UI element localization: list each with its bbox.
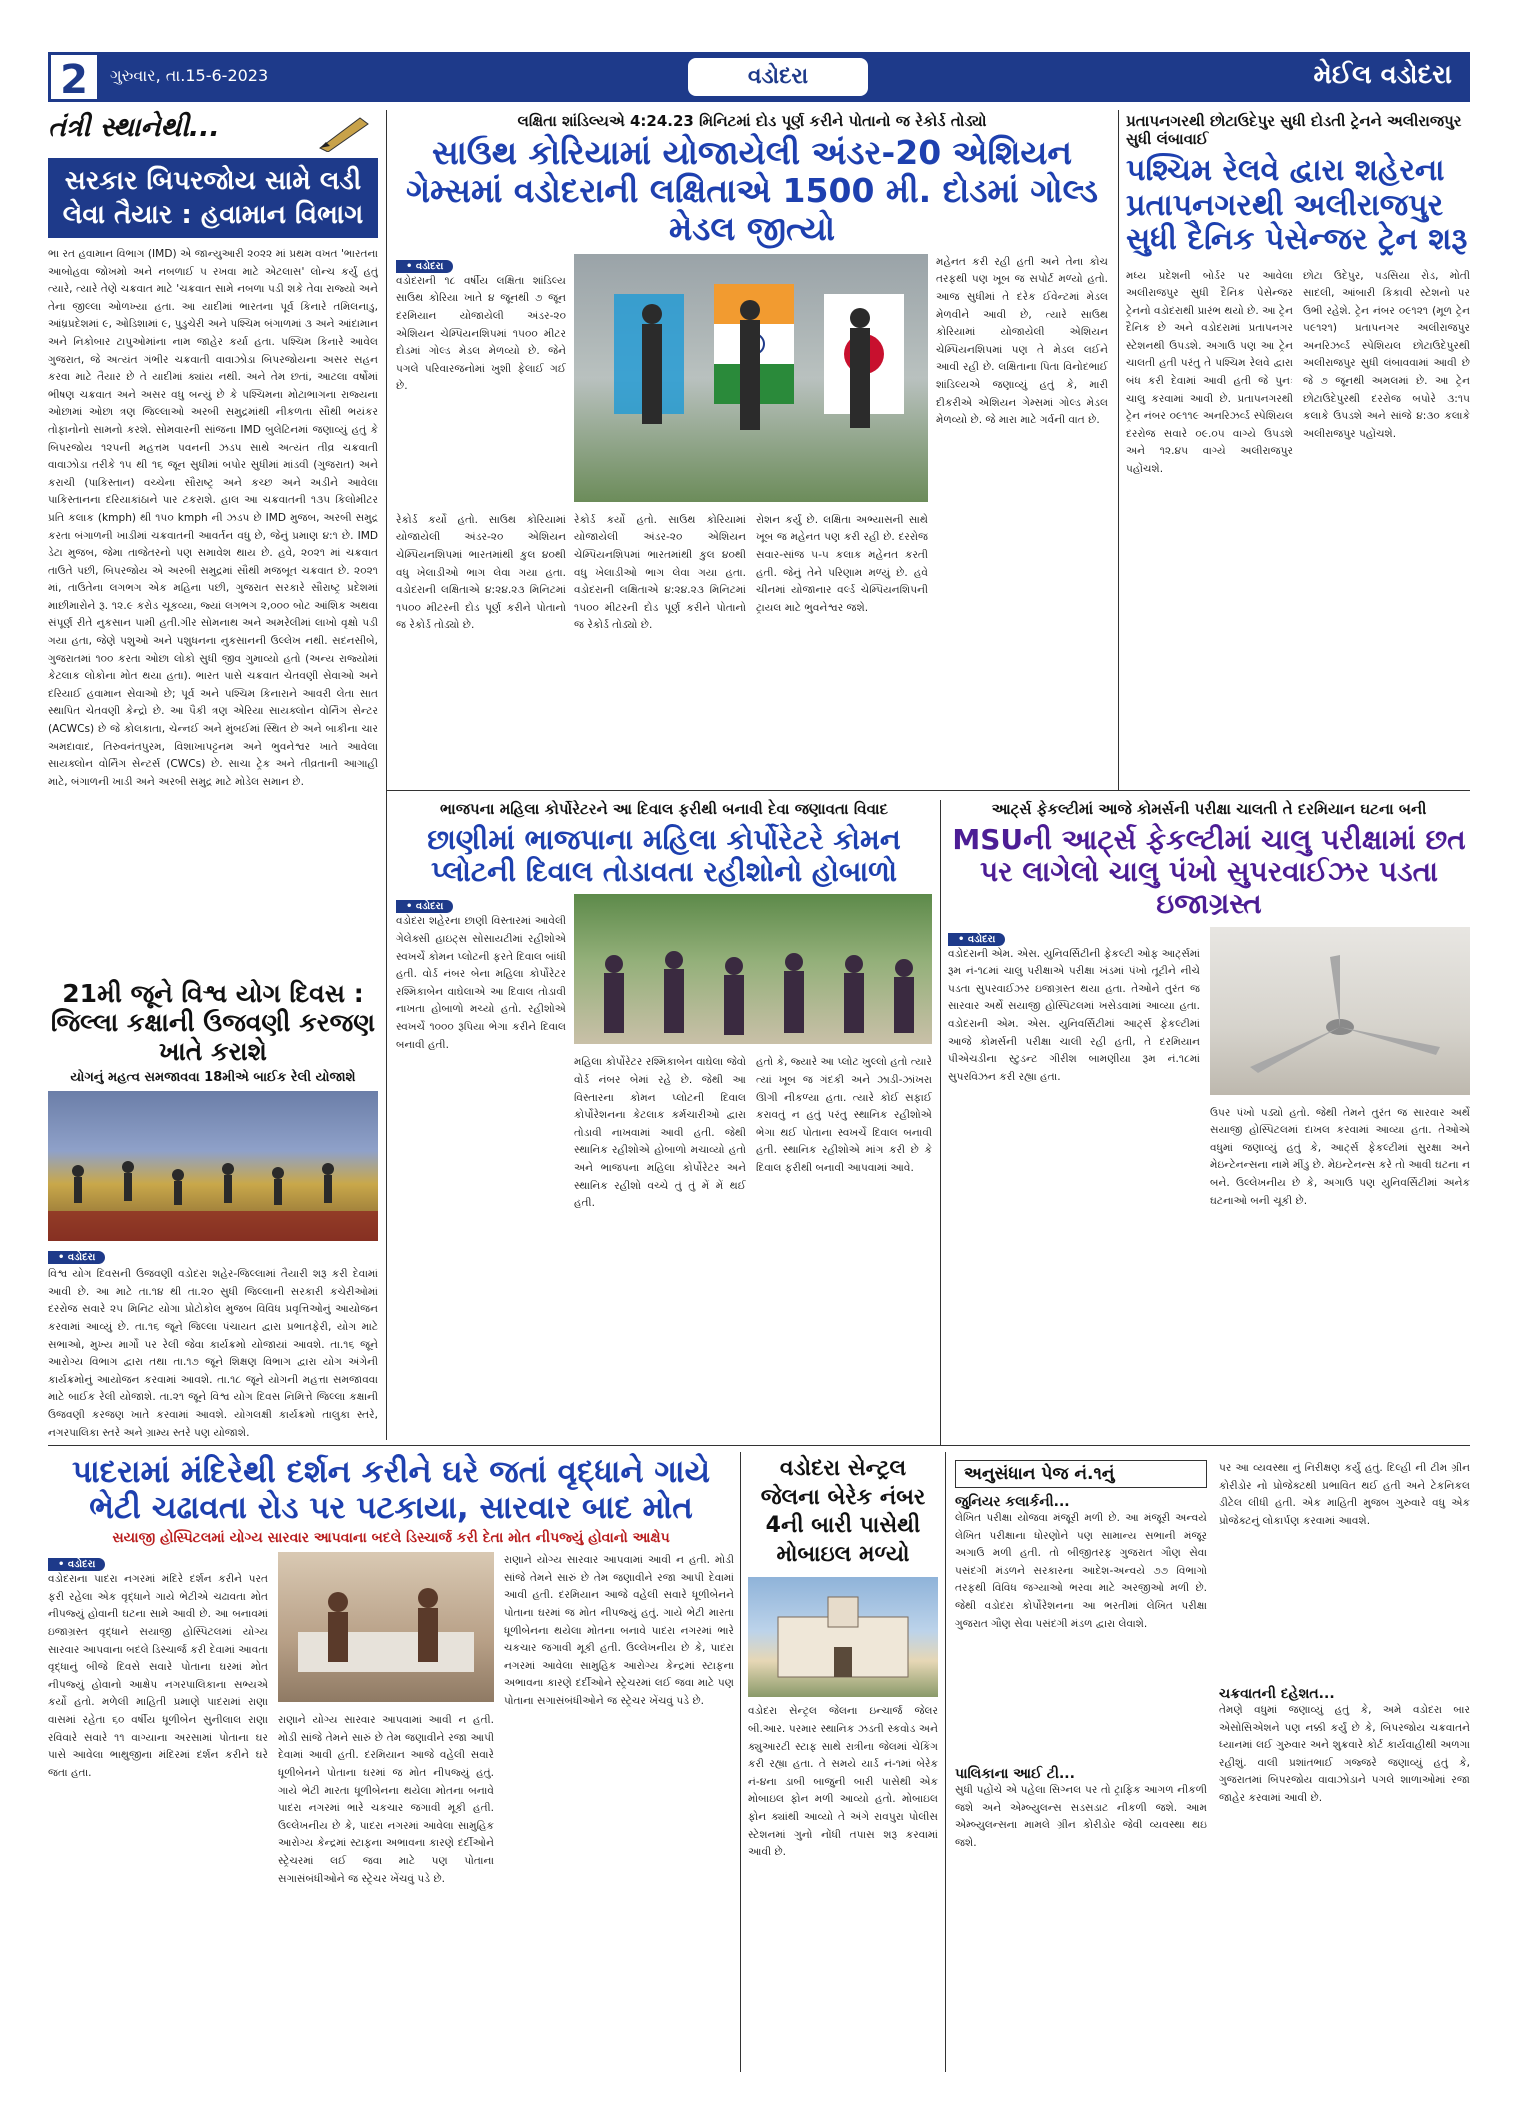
padra-col2: રાણાને યોગ્ય સારવાર આપવામાં આવી ન હતી. મોડી સાંજે તેમને સારું છે તેમ જણાવીને રજા આપી દેવામાં આવી હતી. દરમિયાન આજે વહેલી સવારે ધૂળીબેનને પોતાના ઘરમાં જ મોત નીપજ્યું હતું. ગાયે ભેટી મારતા ધૂળીબેનના થયેલા મોતના બનાવે પાદરા નગરમાં ભારે ચકચાર જગાવી મૂકી હતી. ઉલ્લેખનીય છે કે, પાદરા નગરમાં આવેલા સામુહિક આરોગ્ય કેન્દ્રમાં સ્ટાફના અભાવના કારણે દર્દીઓને સ્ટ્રેચરમાં લઈ જવા માટે પણ પોતાના સગાસંબંધીઓને જ સ્ટ્રેચર ખેંચવું પડે છે. [278, 1714, 494, 1885]
continued-col2-body: પર આ વ્યવસ્થા નું નિરીક્ષણ કર્યું હતું. દિલ્હી ની ટીમ ગ્રીન કોરીડોર નો પ્રોજેક્ટથી પ્રભાવિત થઈ હતી અને ટેકનિકલ ડીટેલ લીધી હતી. એક માહિતી મુજબ ગુરુવારે વધુ એક પ્રોજેક્ટનું લોકાર્પણ કરવામાં આવશે. [1219, 1462, 1470, 1527]
railway-col2: છોટા ઉદેપુર, પડસિયા રોડ, મોતી સાદલી, આંબારી કિકાવી સ્ટેશનો પર ઉભી રહેશે. ટ્રેન નંબર ૦૯૧૨૧ (મૂળ ટ્રેન ૫૯૧૨૧) પ્રતાપનગર અલીરાજપુર અનરિઝર્વ્ડ સ્પેશિયલ છોટાઉદેપુરથી અલીરાજપુર સુધી લંબાવવામાં આવી છે જે ૭ જૂનથી અમલમાં છે. આ ટ્રેન છોટાઉદેપુરથી દરરોજ બપોરે ૩:૧૫ કલાકે ઉપડશે અને સાંજે ૪:૩૦ કલાકે અલીરાજપુર પહોંચશે. [1303, 269, 1470, 440]
lakshita-headline: સાઉથ કોરિયામાં યોજાયેલી અંડર-20 એશિયન ગેમ્સમાં વડોદરાની લક્ષિતાએ 1500 મી. દોડમાં ગોલ્ડ મેડલ જીત્યો [406, 133, 1098, 248]
yoga-photo [48, 1091, 378, 1241]
continued-sub2: પાલિકાના આઈ ટી... [955, 1766, 1075, 1782]
chhani-col3: હતો કે, જ્યારે આ પ્લોટ ખુલ્લો હતો ત્યારે ત્યાં ખૂબ જ ગંદકી અને ઝાડી-ઝાંખરા ઊગી નીકળ્યા હતા. ત્યારે કોઈ સફાઈ કરાવતું ન હતું પરંતુ સ્થાનિક રહીશોએ ભેગા થઈ પોતાના સ્વખર્ચે દિવાલ બનાવી હતી. સ્થાનિક રહીશોએ માંગ કરી છે કે દિવાલ ફરીથી બનાવી આપવામાં આવે. [756, 1056, 932, 1174]
dateline: • વડોદરા [48, 1251, 105, 1264]
yoga-body: વિશ્વ યોગ દિવસની ઉજવણી વડોદરા શહેર-જિલ્લામાં તૈયારી શરૂ કરી દેવામાં આવી છે. આ માટે તા.૧૪ થી તા.૨૦ સુધી જિલ્લાની સરકારી કચેરીઓમાં દરરોજ સવારે ૨૫ મિનિટ યોગા પ્રોટોકોલ મુજબ વિવિધ પ્રવૃત્તિઓનું આયોજન કરવામાં આવ્યું છે. તા.૧૬ જૂને જિલ્લા પંચાયત દ્વારા પ્રભાતફેરી, યોગ માટે સભાઓ, મુખ્ય માર્ગો પર રેલી જેવા કાર્યક્રમો યોજાયાં આવશે. તા.૧૬ જૂને આરોગ્ય વિભાગ દ્વારા તથા તા.૧૭ જૂને શિક્ષણ વિભાગ દ્વારા યોગ અંગેની કાર્યક્રમોનું આયોજન કરવામાં આવશે. તા.૧૮ જૂને યોગની મહત્તા સમજાવવા માટે બાઈક રેલી યોજાશે. તા.૨૧ જૂને વિશ્વ યોગ દિવસ નિમિત્તે જિલ્લા કક્ષાની ઉજવણી કરજણ ખાતે કરવામાં આવશે. યોગલક્ષી કાર્યક્રમો તાલુકા સ્તરે, નગરપાલિકા સ્તરે અને ગ્રામ્ય સ્તરે પણ યોજાશે. [48, 1268, 378, 1439]
padra-story [48, 1455, 734, 2042]
continued-sub1-body: લેખિત પરીક્ષા યોજવા મંજૂરી મળી છે. આ મંજૂરી અન્વયે લેખિત પરીક્ષાના ધોરણોને પણ સામાન્ય સભાની મંજૂર અગાઉ મળી હતી. તો બીજીતરફ ગુજરાત ગૌણ સેવા પસંદગી મંડળને સરકારના આદેશ-અન્વયે ૭૭ વિભાગો તરફથી વિવિધ જગ્યાઓ ભરવા માટે અરજીઓ મળી છે. જેથી વડોદરા કોર્પોરેશનના આ ભરતીમાં લેખિત પરીક્ષા ગુજરાત ગૌણ સેવા પસંદગી મંડળ દ્વારા લેવાશે. [955, 1512, 1207, 1630]
page-number: 2 [48, 52, 100, 102]
msu-col2: ઉપર પંખો પડ્યો હતો. જેથી તેમને તુરંત જ સારવાર અર્થે સયાજી હોસ્પિટલમાં દાખલ કરવામાં આવ્યા હતા. તેઓએ વધુમાં જણાવ્યું હતું કે, આર્ટ્સ ફેકલ્ટીમાં સુરક્ષા અને મેઇન્ટેનન્સના નામે મીંડુ છે. મેઇન્ટેનન્સ કરે તો આવી ઘટના ન બને. ઉલ્લેખનીય છે કે, અગાઉ પણ યુનિવર્સિટીમાં અનેક ઘટનાઓ બની ચૂકી છે. [1210, 1106, 1470, 1207]
continued-sub3-body: તેમણે વધુમાં જણાવ્યું હતું કે, અમે વડોદરા બાર એસોસિએશને પણ નક્કી કર્યું છે કે, બિપરજોય ચક્રવાતને ધ્યાનમાં લઈ ગુરુવાર અને શુક્રવારે કોર્ટ કાર્યવાહીથી અળગા રહીશું. વાલી પ્રશાંતભાઈ ગજ્જરે જણાવ્યું હતું કે, ગુજરાતમાં બિપરજોય વાવાઝોડાને પગલે શાળાઓમાં રજા જાહેર કરવામાં આવી છે. [1219, 1704, 1470, 1804]
hospital-photo [278, 1552, 494, 1702]
continued-sub1: જુનિયર કલાર્કની... [955, 1494, 1070, 1510]
fallen-fan-photo [1210, 927, 1470, 1095]
editorial-label [48, 112, 378, 158]
padra-col3: રાણાને યોગ્ય સારવાર આપવામાં આવી ન હતી. મોડી સાંજે તેમને સારું છે તેમ જણાવીને રજા આપી દેવામાં આવી હતી. દરમિયાન આજે વહેલી સવારે ધૂળીબેનને પોતાના ઘરમાં જ મોત નીપજ્યું હતું. ગાયે ભેટી મારતા ધૂળીબેનના થયેલા મોતના બનાવે પાદરા નગરમાં ભારે ચકચાર જગાવી મૂકી હતી. ઉલ્લેખનીય છે કે, પાદરા નગરમાં આવેલા સામુહિક આરોગ્ય કેન્દ્રમાં સ્ટાફના અભાવના કારણે દર્દીઓને સ્ટ્રેચરમાં લઈ જવા માટે પણ પોતાના સગાસંબંધીઓને જ સ્ટ્રેચર ખેંચવું પડે છે. [504, 1554, 734, 1708]
msu-kicker: આર્ટ્સ ફેકલ્ટીમાં આજે કોમર્સની પરીક્ષા ચાલતી તે દરમિયાન ઘટના બની [991, 800, 1427, 818]
chhani-story [396, 800, 932, 1454]
lakshita-col3: રોશન કર્યું છે. લક્ષિતા અભ્યાસની સાથે ખૂબ જ મહેનત પણ કરી રહી છે. દરરોજ સવાર-સાંજ ૫-૫ કલાક મહેનત કરતી હતી. જેનું તેને પરિણામ મળ્યું છે. હવે ચીનમાં યોજાનાર વર્લ્ડ ચેમ્પિયનશિપની ટ્રાયલ માટે ભુવનેશ્વર જશે. [756, 513, 928, 614]
chhani-protest-photo [574, 894, 932, 1044]
railway-kicker: પ્રતાપનગરથી છોટાઉદેપુર સુધી દોડતી ટ્રેનને અલીરાજપુર સુધી લંબાવાઈ [1126, 112, 1462, 148]
yoga-headline: 21મી જૂને વિશ્વ યોગ દિવસ : જિલ્લા કક્ષાની ઉજવણી કરજણ ખાતે કરાશે [50, 979, 376, 1066]
dateline: • વડોદરા [948, 933, 1005, 946]
lakshita-kicker: લક્ષિતા શાંડિલ્યએ 4:24.23 મિનિટમાં દોડ પૂર્ણ કરીને પોતાનો જ રેકોર્ડ તોડ્યો [517, 112, 987, 130]
editorial-headline: સરકાર બિપરજોય સામે લડી લેવા તૈયાર : હવામાન વિભાગ [48, 158, 378, 238]
padra-headline: પાદરામાં મંદિરેથી દર્શન કરીને ઘરે જતાં વૃદ્ધાને ગાયે ભેટી ચઢાવતા રોડ પર પટકાયા, સારવાર બાદ મોત [71, 1454, 711, 1526]
chhani-col2: મહિલા કોર્પોરેટર રશ્મિકાબેન વાઘેલા જેવો વોર્ડ નંબર બેમાં રહે છે. જેથી આ વિસ્તારના કોમન પ્લોટની દિવાલ કોર્પોરેશનના કેટલાક કર્મચારીઓ દ્વારા તોડાવી નાખવામાં આવી હતી. જેથી સ્થાનિક રહીશોએ હોબાળો મચાવ્યો હતો અને ભાજપના મહિલા કોર્પોરેટર અને સ્થાનિક રહીશો વચ્ચે તું તું મેં મેં થઈ હતી. [574, 1056, 746, 1210]
pen-icon [316, 112, 372, 156]
continued-sub3: ચક્રવાતની દહેશત... [1219, 1686, 1335, 1702]
masthead [48, 52, 1470, 102]
msu-col1: વડોદરાની એમ. એસ. યુનિવર્સિટીની ફેકલ્ટી ઓફ આર્ટ્સમાં રૂમ નં-૧૮માં ચાલુ પરીક્ષાએ પરીક્ષા ખંડમાં પંખો તૂટીને નીચે પડતા સુપરવાઈઝર ઇજાગ્રસ્ત થયા હતા. તેઓને તુરંત જ સારવાર અર્થે સયાજી હોસ્પિટલમાં ખસેડવામાં આવ્યા હતા. વડોદરાની એમ. એસ. યુનિવર્સિટીમાં આર્ટ્સ ફેકલ્ટીમાં આજે કોમર્સની પરીક્ષા ચાલી રહી હતી, તે દરમિયાન પીએચડીના સ્ટુડન્ટ ગીરીશ બામણીયા રૂમ નં.૧૮માં સુપરવિઝન કરી રહ્યા હતા. [948, 947, 1200, 1083]
jail-headline: વડોદરા સેન્ટ્રલ જેલના બેરેક નંબર 4ની બારી પાસેથી મોબાઇલ મળ્યો [760, 1456, 926, 1567]
chhani-kicker: ભાજપના મહિલા કોર્પોરેટરને આ દિવાલ ફરીથી બનાવી દેવા જણાવતા વિવાદ [440, 800, 888, 818]
railway-col1: મધ્ય પ્રદેશની બોર્ડર પર આવેલા અલીરાજપુર સુધી દૈનિક પેસેન્જર ટ્રેનનો વડોદરાથી પ્રારંભ થયો છે. આ ટ્રેન દૈનિક છે અને વડોદરામાં પ્રતાપનગર સ્ટેશનથી ઉપડશે. અગાઉ પણ આ ટ્રેન ચાલતી હતી પરંતુ તે પશ્ચિમ રેલવે દ્વારા બંધ કરી દેવામાં આવી હતી જે પુનઃ ચાલુ કરવામાં આવી છે. પ્રતાપનગરથી ટ્રેન નંબર ૦૯૧૧૯ અનરિઝર્વ્ડ સ્પેશિયલ દરરોજ સવારે ૦૯.૦૫ વાગ્યે ઉપડશે અને ૧૨.૪૫ વાગ્યે અલીરાજપુર પહોંચશે. [1126, 269, 1293, 476]
chhani-headline: છાણીમાં ભાજપાના મહિલા કોર્પોરેટરે કોમન પ્લોટની દિવાલ તોડાવતા રહીશોનો હોબાળો [427, 823, 901, 889]
section-name: વડોદરા [688, 58, 868, 96]
issue-date: ગુરુવાર, તા.15-6-2023 [110, 66, 269, 85]
lakshita-col4: મહેનત કરી રહી હતી અને તેના કોચ તરફથી પણ ખૂબ જ સપોર્ટ મળ્યો હતો. આજ સુધીમાં તે દરેક ઈવેન્ટમાં મેડલ મેળવીને આવી છે, ત્યારે સાઉથ કોરિયામાં યોજાયેલી એશિયન ચેમ્પિયનશિપમાં પણ તે મેડલ લઈને આવી રહી છે. લક્ષિતાના પિતા વિનોદભાઈ શાંડિલ્યએ જણાવ્યું હતું કે, મારી દીકરીએ એશિયન ગેમ્સમાં ગોલ્ડ મેડલ મેળવ્યો છે. જે મારા માટે ગર્વની વાત છે. [936, 255, 1108, 427]
lakshita-col1: વડોદરાની ૧૮ વર્ષીય લક્ષિતા શાંડિલ્ય સાઉથ કોરિયા ખાતે ૪ જૂનથી ૭ જૂન દરમિયાન યોજાયેલી અંડર-૨૦ એશિયન ચેમ્પિયનશિપમાં ૧૫૦૦ મીટર દોડમાં ગોલ્ડ મેડલ મેળવ્યો છે. જેને પગલે પરિવારજનોમાં ખુશી ફેલાઈ ગઈ છે. [396, 274, 566, 393]
railway-story [1126, 112, 1470, 788]
continued-sub2-body: સુધી પહોંચે એ પહેલા સિગ્નલ પર તો ટ્રાફિક આગળ નીકળી જશે અને એમ્બ્યુલન્સ સડસડાટ નીકળી જશે. આમ એમ્બ્યુલન્સના મામલે ગ્રીન કોરીડોર જેવી વ્યવસ્થા થઇ જશે. [955, 1784, 1207, 1849]
railway-headline: પશ્ચિમ રેલવે દ્વારા શહેરના પ્રતાપનગરથી અલીરાજપુર સુધી દૈનિક પેસેન્જર ટ્રેન શરૂ [1126, 153, 1468, 257]
jail-story [748, 1455, 938, 2033]
editorial-section [48, 112, 378, 1016]
lakshita-col1b: રેકોર્ડ કર્યો હતો. સાઉથ કોરિયામાં યોજાયેલી અંડર-૨૦ એશિયન ચેમ્પિયનશિપમાં ભારતમાંથી કુલ ૪૦થી વધુ ખેલાડીઓ ભાગ લેવા ગયા હતા. વડોદરાની લક્ષિતાએ ૪:૨૪.૨૩ મિનિટમાં ૧૫૦૦ મીટરની દોડ પૂર્ણ કરીને પોતાનો જ રેકોર્ડ તોડ્યો છે. [396, 513, 566, 632]
jail-body: વડોદરા સેન્ટ્રલ જેલના ઇન્ચાર્જ જેલર બી.આર. પરમાર સ્થાનિક ઝડતી સ્કવોડ અને ક્યુઆરટી સ્ટાફ સાથે રાત્રીના જેલમાં ચેકિંગ કરી રહ્યા હતા. તે સમયે યાર્ડ નં-૧માં બેરેક નં-૪ના ડાબી બાજુની બારી પાસેથી એક મોબાઇલ ફોન મળી આવ્યો હતો. મોબાઇલ ફોન ક્યાંથી આવ્યો તે અંગે રાવપુરા પોલીસ સ્ટેશનમાં ગુનો નોંધી તપાસ શરૂ કરવામાં આવી છે. [748, 1705, 938, 1859]
msu-headline: MSUની આર્ટ્સ ફેકલ્ટીમાં ચાલુ પરીક્ષામાં છત પર લાગેલો ચાલુ પંખો સુપરવાઈઝર પડતા ઇજાગ્રસ્ત [952, 823, 1466, 921]
continued-label: અનુસંધાન પેજ નં.૧નું [955, 1460, 1207, 1488]
continued-section [955, 1460, 1470, 2032]
editorial-label-text: તંત્રી સ્થાનેથી... [48, 112, 220, 143]
jail-photo [748, 1577, 938, 1697]
padra-subhead: સયાજી હોસ્પિટલમાં યોગ્ય સારવાર આપવાના બદલે ડિસ્ચાર્જ કરી દેતા મોત નીપજ્યું હોવાનો આક્ષેપ [112, 1530, 670, 1547]
yoga-story [48, 980, 378, 1448]
yoga-subhead: યોગનું મહત્વ સમજાવવા 18મીએ બાઈક રેલી યોજાશે [70, 1070, 356, 1086]
lakshita-story [396, 112, 1108, 774]
lakshita-col2: રેકોર્ડ કર્યો હતો. સાઉથ કોરિયામાં યોજાયેલી અંડર-૨૦ એશિયન ચેમ્પિયનશિપમાં ભારતમાંથી કુલ ૪૦થી વધુ ખેલાડીઓ ભાગ લેવા ગયા હતા. વડોદરાની લક્ષિતાએ ૪:૨૪.૨૩ મિનિટમાં ૧૫૦૦ મીટરની દોડ પૂર્ણ કરીને પોતાનો જ રેકોર્ડ તોડ્યો છે. [574, 513, 746, 632]
dateline: • વડોદરા [396, 900, 453, 913]
dateline: • વડોદરા [48, 1558, 105, 1571]
editorial-body: ભા રત હવામાન વિભાગ (IMD) એ જાન્યુઆરી ૨૦૨૨ માં પ્રથમ વખત 'ભારતના આબોહવા જોખમો અને નબળાઈ ૫ રખવા માટે એટલાસ' લોન્ચ કર્યું હતું ત્યારે, ત્યારે તેણે ચક્રવાત માટે 'ચક્રવાત સામે નબળા પડી શકે તેવા રાજ્યો અને તેના જીલ્લા ઓળખ્યા હતા. આ યાદીમાં ભારતના પૂર્વ કિનારે તમિલનાડુ, આંધ્રપ્રદેશમાં ૯, ઓડિશામાં ૯, પુડુચેરી અને પશ્ચિમ બંગાળમાં ૩ અને આંદામાન અને નિકોબાર ટાપુઓમાંના નામ જાહેર કર્યા હતા. પશ્ચિમ કિનારે આવેલ ગુજરાત, જે અત્યંત ગંભીર ચક્રવાતી વાવાઝોડા બિપરજોયના અસર સહન કરવા માટે તૈયાર છે તે યાદીમાં ક્યાંય નથી. અને તેમ છતાં, આટલા વર્ષોમાં ભીષણ ચક્રવાત અને અસર વધુ બન્યું છે કે પશ્ચિમના મોટાભાગના રાજ્યના ઓછામાં ઓછા ત્રણ જિલ્લાઓ અરબી સમુદ્રમાંથી નીકળતા સૌથી ભયંકર તોફાનોનો સામનો કરશે. સોમવારની સાંજના IMD બુલેટિનમાં જણાવ્યું હતું કે બિપરજોય ૧૨૫ની મહત્તમ પવનની ઝડપ સાથે અત્યંત તીવ્ર ચક્રવાતી વાવાઝોડા તરીકે ૧૫ થી ૧૬ જૂન સુધીમાં બપોર સુધીમાં માંડવી (ગુજરાત) અને કરાચી (પાકિસ્તાન) વચ્ચેના સૌરાષ્ટ્ર અને કચ્છ અને અડીને આવેલા પાકિસ્તાનના દરિયાકાંઠાને પાર ટકરાશે. હાલ આ ચક્રવાતની ૧૩૫ કિલોમીટર પ્રતિ કલાક (kmph) થી ૧૫૦ kmph ની ઝડપ છે IMD મુજબ, અરબી સમુદ્ર કરતા બંગાળની ખાડીમાં ચક્રવાતની આવર્તન વધુ છે, જેનું પ્રમાણ ૪:૧ છે. IMD ડેટા મુજબ, જેમા તાજેતરનો પણ સમાવેશ થાય છે. હવે, ૨૦૨૧ માં ચક્રવાત તાઉતે પછી, બિપરજોય એ અરબી સમુદ્રમાં સૌથી મજબૂત ચક્રવાત છે. ૨૦૨૧ માં, તાઉતેના લગભગ એક મહિના પછી, ગુજરાત સરકારે સૌરાષ્ટ્ર પ્રદેશમાં માછીમારોને રૂ. ૧૨.૯ કરોડ ચૂકવ્યા, જ્યાં લગભગ ૨,૦૦૦ બોટ આંશિક અથવા સંપૂર્ણ રીતે નુકસાન પામી હતી.ગીર સોમનાથ અને અમરેલીમાં લાખો વૃક્ષો પડી ગયા હતા, જેણે પશુઓ અને પશુધનના નુકસાનની ઉલ્લેખ નથી. સદનસીબે, ગુજરાતમાં ૧૦૦ કરતા ઓછા લોકો સુધી જીવ ગુમાવ્યો હતો (અન્ય રાજ્યોમાં કેટલાક લોકોના મોત થયા હતા). ભારત પાસે ચક્રવાત ચેતવણી સેવાઓ અને દરિયાઈ હવામાન સેવાઓ છે; પૂર્વ અને પશ્ચિમ કિનારાને આવરી લેતા સાત સ્થાપિત ચેતવણી કેન્દ્રો છે. આ પૈકી ત્રણ એરિયા સાયક્લોન વોર્નિંગ સેન્ટર (ACWCs) છે જે કોલકાતા, ચેન્નઈ અને મુંબઈમાં સ્થિત છે અને બાકીના ચાર અમદાવાદ, તિરુવનંતપુરમ, વિશાખાપટ્ટનમ અને ભુવનેશ્વર ખાતે આવેલા સાયક્લોન વોર્નિંગ સેન્ટર્સ (CWCs) છે. સાચા ટ્રેક અને તીવ્રતાની આગાહી માટે, બંગાળની ખાડી અને અરબી સમુદ્ર માટે મોડેલ સમાન છે. [48, 248, 378, 788]
dateline: • વડોદરા [396, 260, 453, 273]
padra-col1: વડોદરાના પાદરા નગરમાં મંદિરે દર્શન કરીને પરત ફરી રહેલા એક વૃદ્ધાને ગાયે ભેટીએ ચઢાવતા મોત નીપજ્યું હોવાની ઘટના સામે આવી છે. આ બનાવમાં ઇજાગ્રસ્ત વૃદ્ધાને સયાજી હોસ્પિટલમાં યોગ્ય સારવાર આપવાના બદલે ડિસ્ચાર્જ કરી દેવામાં આવતા વૃદ્ધાનું બીજે દિવસે સવારે પોતાના ઘરમાં મોત નીપજ્યું હોવાનો આક્ષેપ નગરપાલિકાના સભ્યએ કર્યો હતો. મળેલી માહિતી પ્રમાણે પાદરામાં રાણા વાસમાં રહેતા ૬૦ વર્ષીય ધૂળીબેન સુનીલાલ રાણા રવિવારે સવારે ૧૧ વાગ્યાના અરસામાં પોતાના ઘર પાસે આવેલા ભાથુજીના મંદિરમાં દર્શન કરીને ઘરે જતા હતા. [48, 1573, 268, 1779]
lakshita-medal-photo [574, 254, 928, 502]
chhani-col1: વડોદરા શહેરના છાણી વિસ્તારમાં આવેલી ગેલેક્સી હાઇટ્સ સોસાયટીમાં રહીશોએ સ્વખર્ચે કોમન પ્લોટની ફરતે દિવાલ બાંધી હતી. વોર્ડ નંબર બેના મહિલા કોર્પોરેટર રશ્મિકાબેન વાઘેલાએ આ દિવાલ તોડાવી નાખતા હોબાળો મચ્યો હતો. રહીશોએ સ્વખર્ચે ૧૦૦૦ રૂપિયા ભેગા કરીને દિવાલ બનાવી હતી. [396, 915, 566, 1051]
msu-story [948, 800, 1470, 1487]
paper-name: મેઈલ વડોદરા [1313, 60, 1452, 90]
